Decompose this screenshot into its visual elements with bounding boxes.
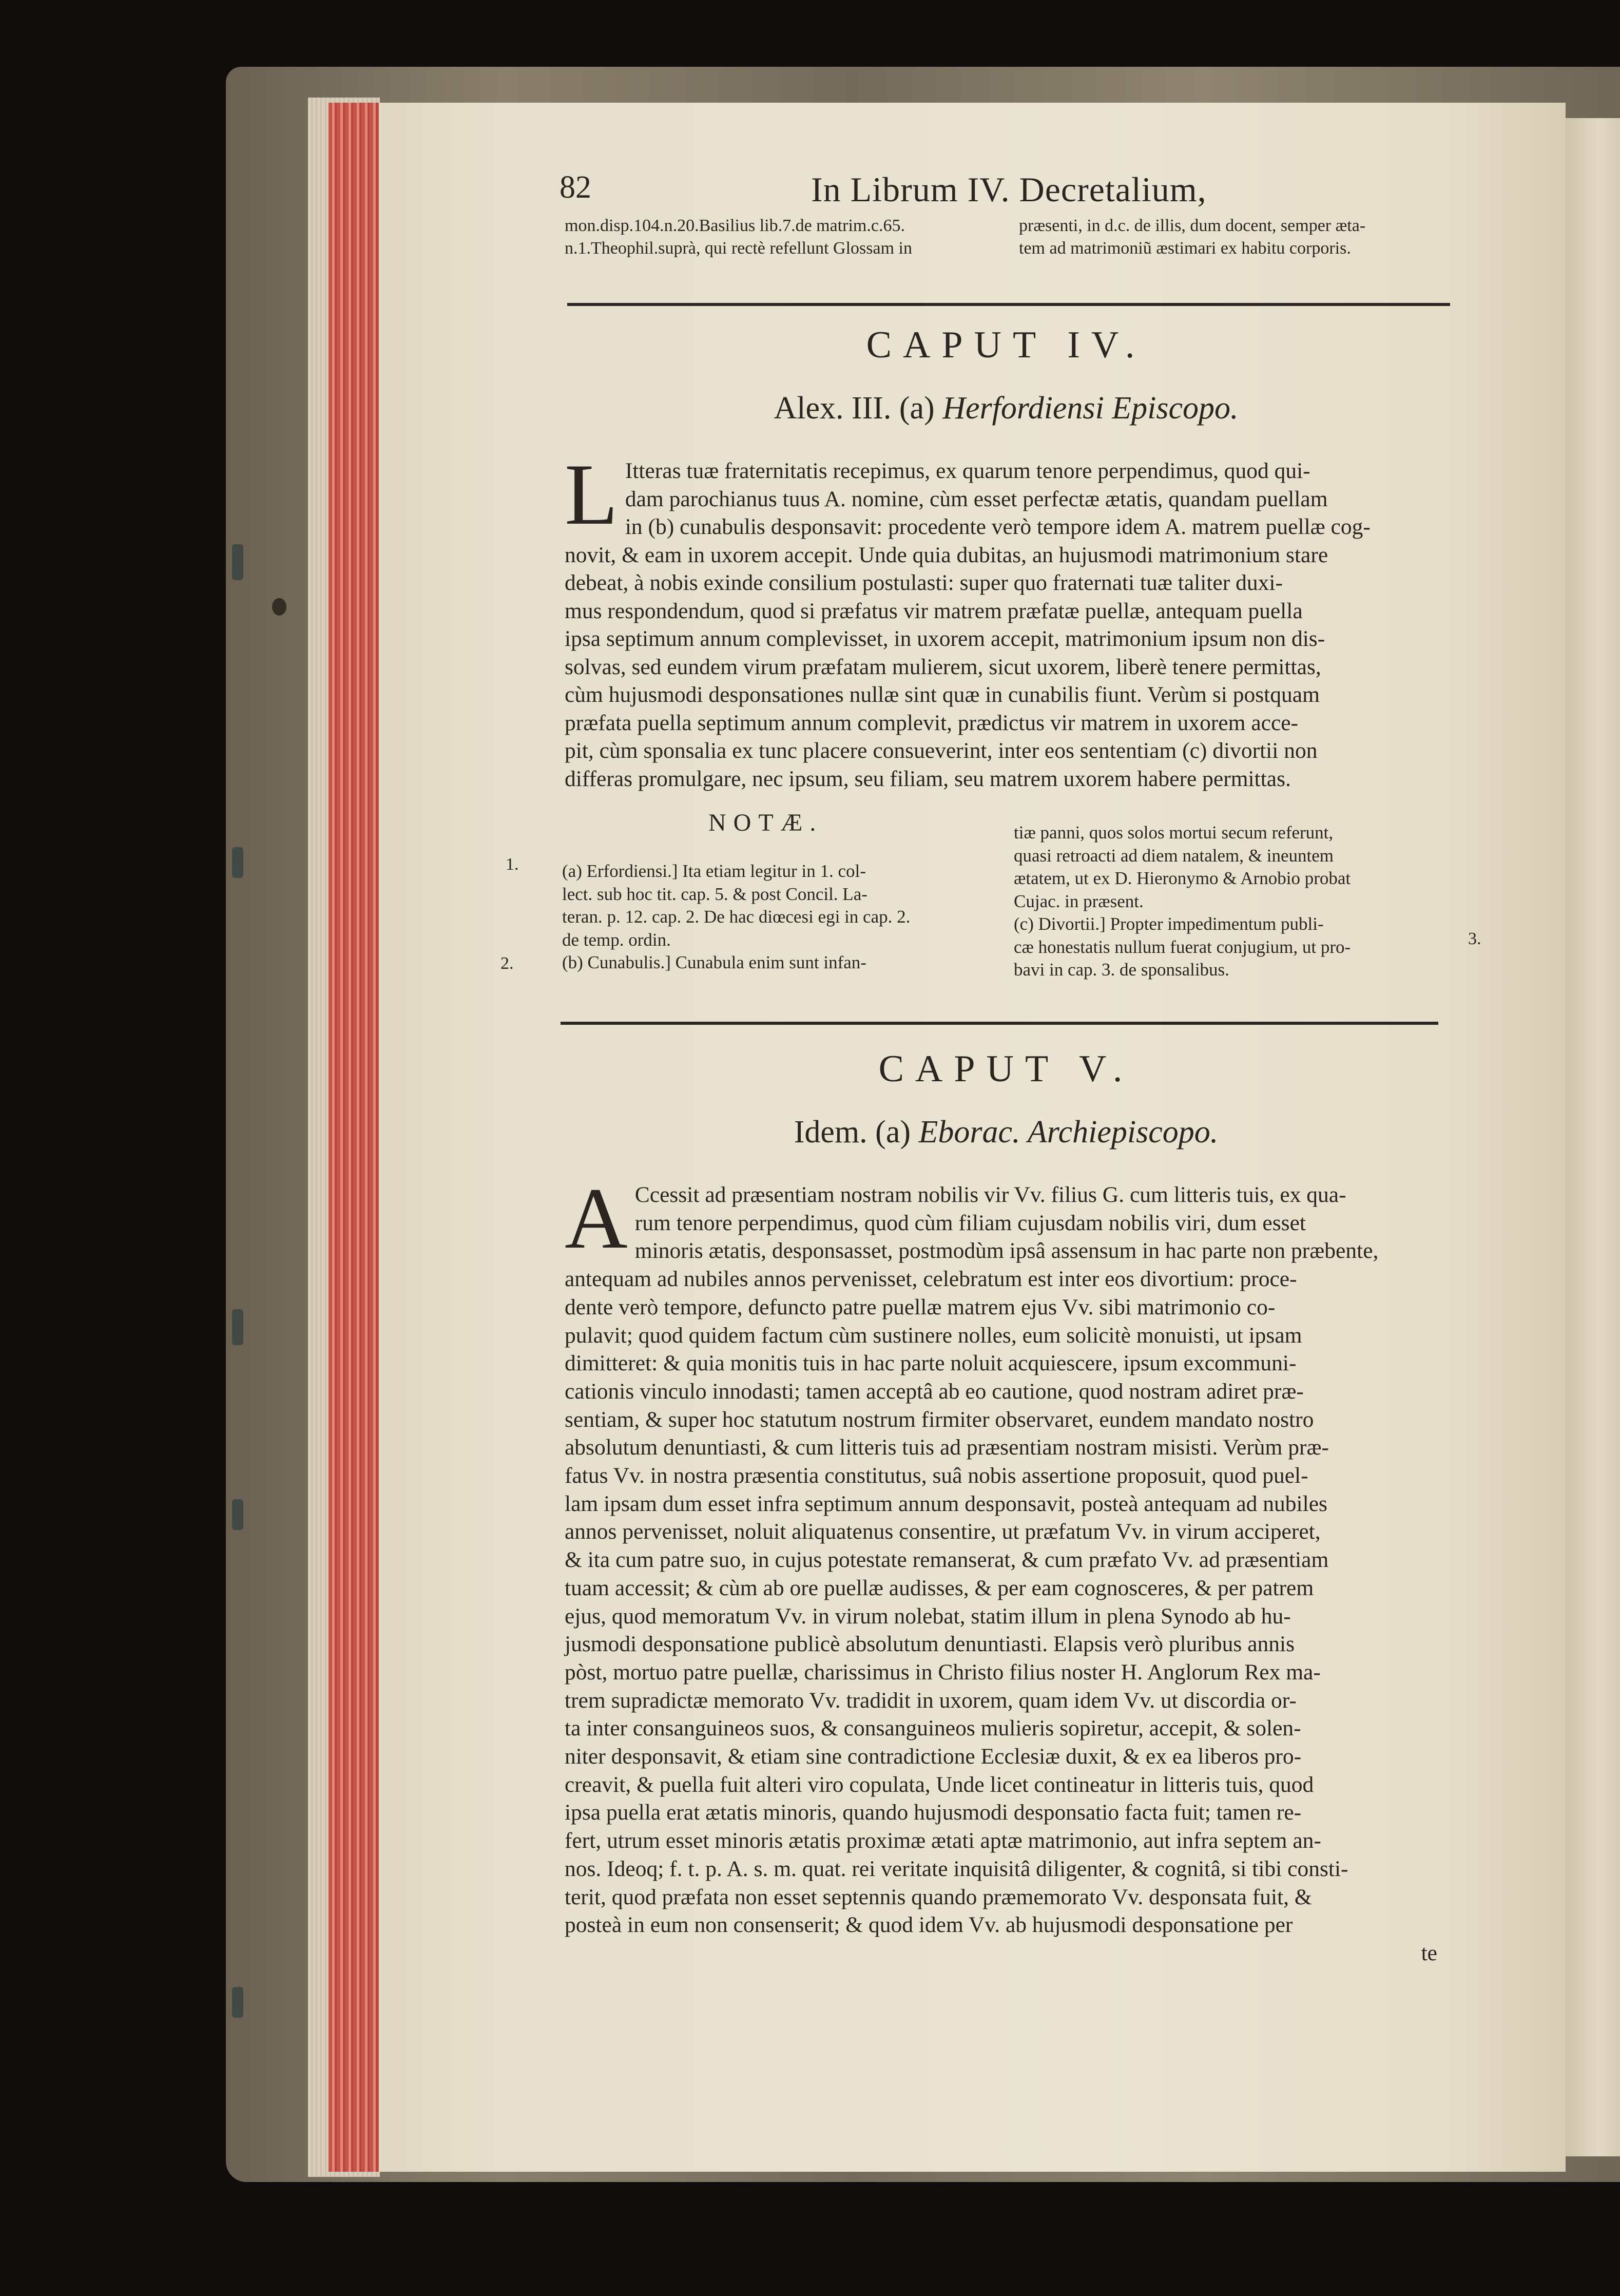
text-line: mus respondendum, quod si præfatus vir matrem præfatæ puellæ, antequam puella [565,598,1303,623]
text-line: præfata puella septimum annum complevit, prædictus vir matrem in uxorem acce- [565,710,1299,735]
notes-heading: NOTÆ. [708,809,823,836]
text-line: jusmodi desponsatione publicè absolutum denuntiasti. Elapsis verò pluribus annis [565,1632,1295,1657]
text-line: dente verò tempore, defuncto patre puellæ matrem ejus Vv. sibi matrimonio co- [565,1294,1276,1319]
text-line: nos. Ideoq; f. t. p. A. s. m. quat. rei veritate inquisitâ diligenter, & cognitâ, si tibi consti- [565,1856,1348,1881]
margin-mark: 3. [1468,929,1481,948]
continued-note-line: mon.disp.104.n.20.Basilius lib.7.de matrim.c.65. [565,216,905,235]
note-line: de temp. ordin. [562,929,671,950]
text-line: dimitteret: & quia monitis tuis in hac parte noluit acquiescere, ipsum excommuni- [565,1351,1297,1376]
text-line: absolutum denuntiasti, & cum litteris tuis ad præsentiam nostram misisti. Verùm præ- [565,1435,1329,1460]
text-line: ipsa septimum annum complevisset, in uxorem accepit, matrimonium ipsum non dis- [565,626,1325,651]
text-line: pulavit; quod quidem factum cùm sustinere nolles, eum solicitè monuisti, ut ipsam [565,1323,1302,1348]
note-line: teran. p. 12. cap. 2. De hac diœcesi egi in cap. 2. [562,907,911,927]
section-divider [561,1022,1438,1025]
text-line: differas promulgare, nec ipsum, seu filiam, seu matrem uxorem habere permittas. [565,766,1291,791]
text-line: annos pervenisset, noluit aliquatenus consentire, ut præfatum Vv. in virum acciperet, [565,1519,1321,1544]
text-line: Ccessit ad præsentiam nostram nobilis vir Vv. filius G. cum litteris tuis, ex qua- [634,1182,1346,1207]
text-line: sentiam, & super hoc statutum nostrum firmiter observaret, eundem mandato nostro [565,1407,1314,1432]
text-line: solvas, sed eundem virum præfatam mulierem, sicut uxorem, liberè tenere permittas, [565,654,1321,679]
chapter-5-title: CAPUT V. [878,1048,1134,1090]
chapter-4-subtitle-italic: Herfordiensi Episcopo. [942,391,1239,426]
clasp-strap [232,1309,243,1345]
clasp-strap [232,847,243,878]
clasp-strap [232,1499,243,1530]
continued-note-line: tem ad matrimoniũ æstimari ex habitu corporis. [1019,239,1351,258]
text-line: fert, utrum esset minoris ætatis proximæ ætati aptæ matrimonio, aut infra septem an- [565,1828,1321,1853]
binding-pin-icon [272,598,286,616]
text-line: posteà in eum non consenserit; & quod idem Vv. ab hujusmodi desponsatione per [565,1912,1293,1938]
note-line: bavi in cap. 3. de sponsalibus. [1014,960,1229,980]
text-line: novit, & eam in uxorem accepit. Unde quia dubitas, an hujusmodi matrimonium stare [565,542,1328,567]
facing-page-edge [1566,118,1620,2156]
note-line: Cujac. in præsent. [1014,891,1144,911]
clasp-strap [232,544,243,580]
continued-note-line: præsenti, in d.c. de illis, dum docent, semper æta- [1019,216,1366,235]
chapter-5-subtitle-italic: Eborac. Archiepiscopo. [918,1115,1219,1150]
notes-right-column [1014,821,1455,982]
note-line: cæ honestatis nullum fuerat conjugium, ut pro- [1014,936,1351,957]
catchword: te [1421,1940,1437,1965]
drop-cap: A [565,1170,628,1267]
text-line: ejus, quod memoratum Vv. in virum nolebat, statim illum in plena Synodo ab hu- [565,1603,1291,1629]
note-line: ætatem, ut ex D. Hieronymo & Arnobio probat [1014,868,1351,888]
text-line: fatus Vv. in nostra præsentia constitutus, suâ nobis assertione proposuit, quod puel- [565,1463,1308,1488]
chapter-4-subtitle [560,390,1453,427]
text-line: dam parochianus tuus A. nomine, cùm esset perfectæ ætatis, quandam puellam [625,486,1328,511]
margin-mark: 1. [506,855,519,874]
text-line: tuam accessit; & cùm ab ore puellæ audisses, & per eam cognosceres, & per patrem [565,1575,1314,1600]
text-line: cùm hujusmodi desponsationes nullæ sint quæ in cunabilis fiunt. Verùm si postquam [565,682,1320,707]
text-line: minoris ætatis, desponsasset, postmodùm ipsâ assensum in hac parte non præbente, [634,1238,1379,1264]
text-line: lam ipsam dum esset infra septimum annum desponsavit, posteà antequam ad nubiles [565,1491,1327,1516]
clasp-strap [232,1987,243,2018]
note-line: quasi retroacti ad diem natalem, & ineuntem [1014,845,1334,866]
continued-note-line: n.1.Theophil.suprà, qui rectè refellunt Glossam in [565,239,912,258]
note-line: lect. sub hoc tit. cap. 5. & post Concil. La- [562,884,867,904]
text-line: terit, quod præfata non esset septennis quando præmemorato Vv. desponsata fuit, & [565,1884,1312,1909]
chapter-5-text [565,1170,1437,1967]
text-line: trem supradictæ memorato Vv. tradidit in uxorem, quam idem Vv. ut discordia or- [565,1688,1297,1713]
text-line: antequam ad nubiles annos pervenisset, celebratum est inter eos divortium: proce- [565,1267,1297,1292]
text-line: pit, cùm sponsalia ex tunc placere consueverint, inter eos sententiam (c) divortii non [565,738,1318,763]
chapter-4-title: CAPUT IV. [866,324,1146,366]
note-line: (b) Cunabulis.] Cunabula enim sunt infan- [562,952,866,972]
text-line: pòst, mortuo patre puellæ, charissimus in Christo filius noster H. Anglorum Rex ma- [565,1659,1321,1685]
text-line: in (b) cunabulis desponsavit: procedente verò tempore idem A. matrem puellæ cog- [625,514,1371,539]
running-title: In Librum IV. Decretalium, [811,170,1207,209]
chapter-5-subtitle [560,1114,1453,1151]
chapter-4-subtitle-plain: Alex. III. (a) [774,391,935,426]
drop-cap: L [565,446,618,543]
text-line: Itteras tuæ fraternitatis recepimus, ex quarum tenore perpendimus, quod qui- [625,458,1310,483]
chapter-5-subtitle-plain: Idem. (a) [794,1115,911,1150]
red-sprinkled-edge [329,103,380,2172]
continued-note-left [565,215,1006,260]
text-line: cationis vinculo innodasti; tamen acceptâ ab eo cautione, quod nostram adiret præ- [565,1379,1304,1404]
text-line: & ita cum patre suo, in cujus potestate remanserat, & cum præfato Vv. ad præsentiam [565,1547,1329,1573]
text-line: ta inter consanguineos suos, & consanguineos mulieris sopiretur, accepit, & solen- [565,1716,1301,1741]
note-line: tiæ panni, quos solos mortui secum referunt, [1014,822,1334,843]
note-line: (c) Divortii.] Propter impedimentum publi- [1014,914,1324,934]
section-divider [567,303,1450,306]
margin-mark: 2. [500,954,514,973]
text-line: debeat, à nobis exinde consilium postulasti: super quo fraternati tuæ taliter duxi- [565,570,1283,595]
page-number: 82 [560,170,591,205]
continued-note-right [1019,215,1455,260]
text-line: creavit, & puella fuit alteri viro copulata, Unde licet contineatur in litteris tuis, quod [565,1772,1314,1797]
notes-left-column [562,860,998,974]
chapter-4-text [565,446,1448,793]
text-line: ipsa puella erat ætatis minoris, quando hujusmodi desponsatio facta fuit; tamen re- [565,1800,1302,1825]
note-line: (a) Erfordiensi.] Ita etiam legitur in 1. col- [562,861,866,881]
text-line: niter desponsavit, & etiam sine contradictione Ecclesiæ duxit, & ex ea liberos pro- [565,1744,1302,1769]
text-line: rum tenore perpendimus, quod cùm filiam cujusdam nobilis viri, dum esset [634,1210,1306,1235]
